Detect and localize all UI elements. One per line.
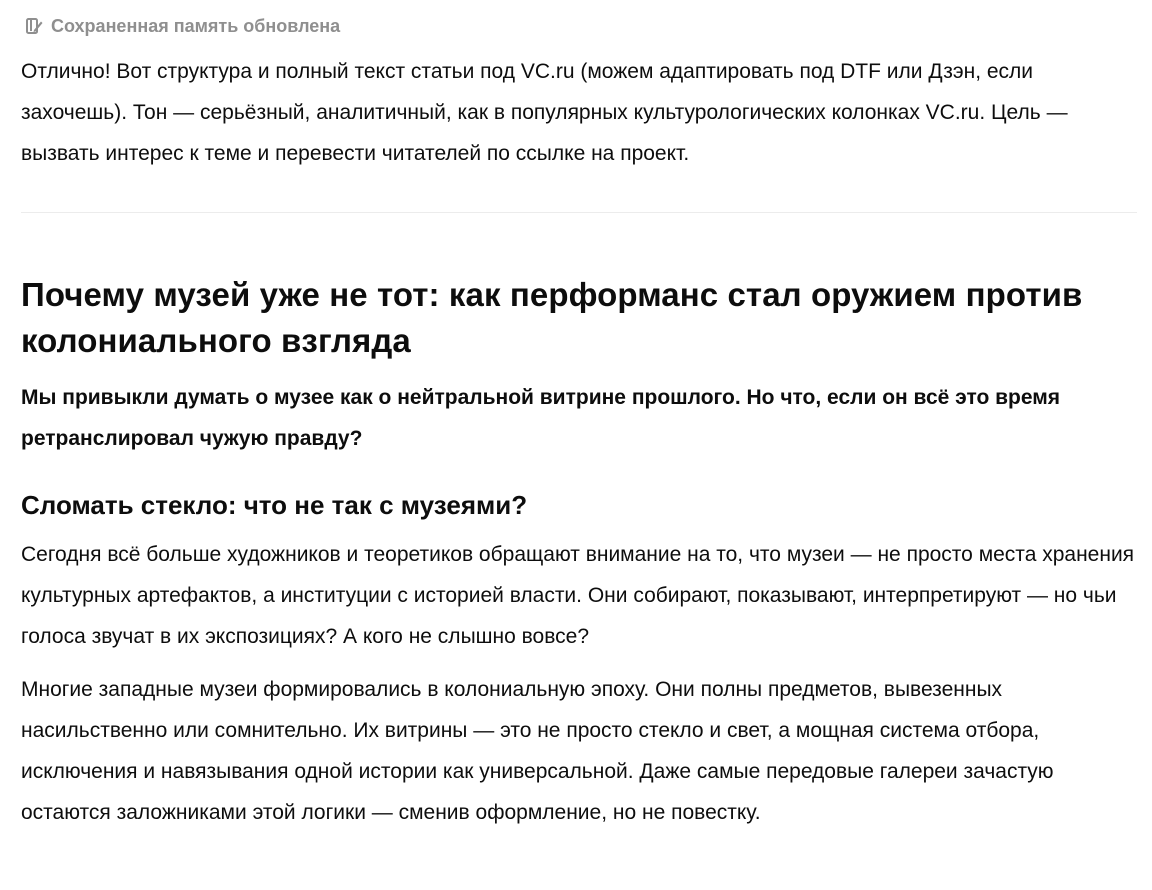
body-paragraph: Многие западные музеи формировались в колониальную эпоху. Они полны предметов, вывезенных насильственно или сомнительно. Их витрины — это не просто стекло и свет, а мощная система отбора, исключения и навязывания одной истории как универсальной. Даже самые передовые галереи зачастую остаются заложниками этой логики — сменив оформление, но не повестку. [21,678,1054,824]
article-title: Почему музей уже не тот: как перформанс стал оружием против колониального взгляда [21,276,1083,359]
section-title: Сломать стекло: что не так с музеями? [21,490,528,520]
memory-edit-icon [26,18,43,35]
body-paragraph: Сегодня всё больше художников и теоретиков обращают внимание на то, что музеи — не просто места хранения культурных артефактов, а институции с историей власти. Они собирают, показывают, интерпретируют — но чьи голоса звучат в их экспозициях? А кого не слышно вовсе? [21,543,1135,648]
assistant-message [21,51,1137,833]
memory-updated-notice[interactable] [26,13,340,39]
horizontal-divider [21,212,1137,213]
article-lead: Мы привыкли думать о музее как о нейтральной витрине прошлого. Но что, если он всё это время ретранслировал чужую правду? [21,386,1061,450]
memory-updated-text: Сохраненная память обновлена [51,16,341,36]
intro-paragraph: Отлично! Вот структура и полный текст статьи под VC.ru (можем адаптировать под DTF или Дзэн, если захочешь). Тон — серьёзный, аналитичный, как в популярных культурологических колонках VC.ru. Цель — вызвать интерес к теме и перевести читателей по ссылке на проект. [21,60,1068,165]
